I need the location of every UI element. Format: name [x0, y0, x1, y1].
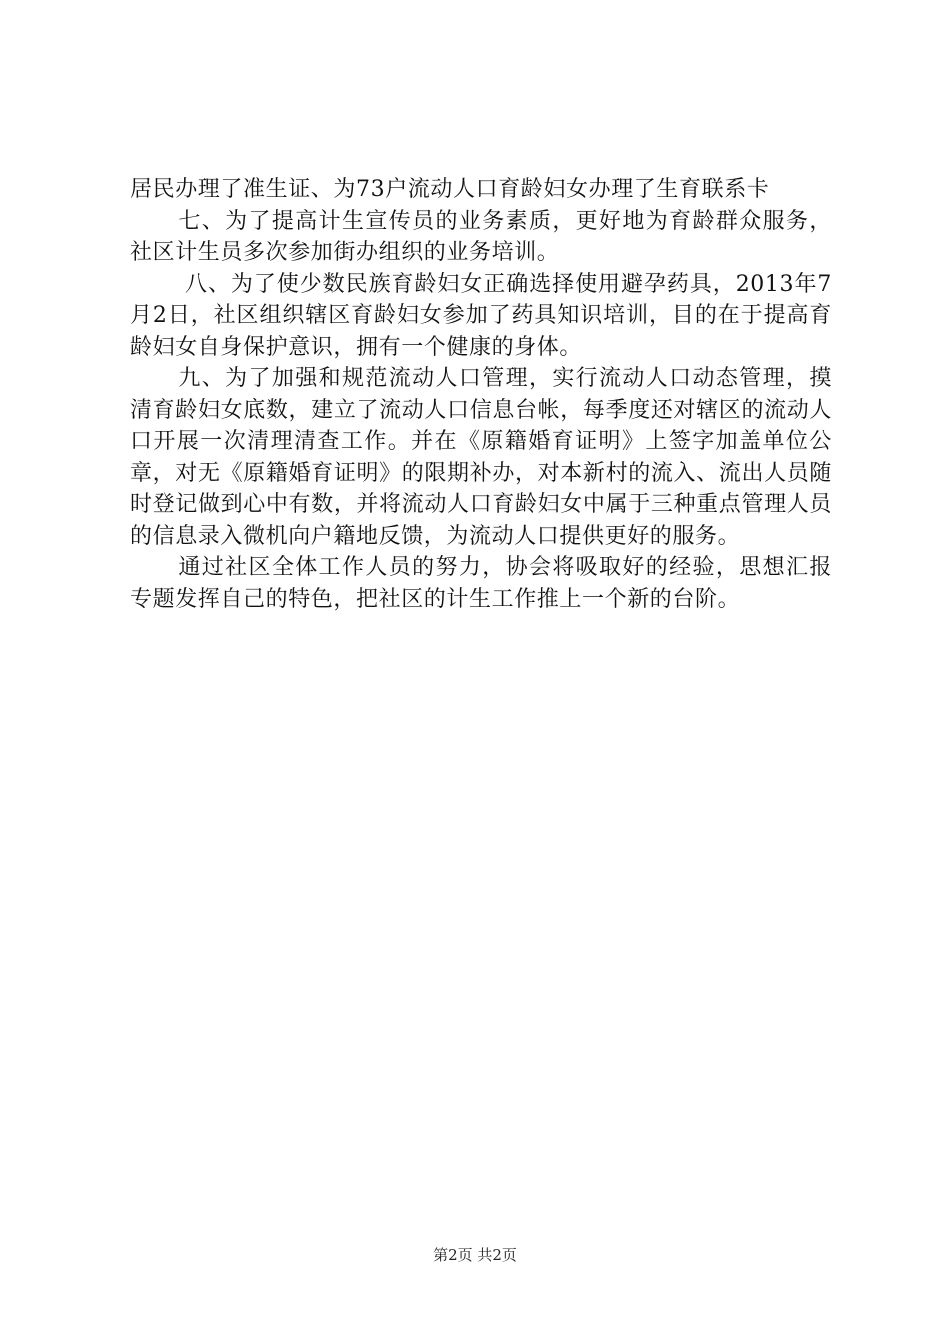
- paragraph-item-nine: 九、为了加强和规范流动人口管理，实行流动人口动态管理，摸清育龄妇女底数，建立了流动人口信息台帐，每季度还对辖区的流动人口开展一次清理清查工作。并在《原籍婚育证明》上签字加盖单位公章，对无《原籍婚育证明》的限期补办，对本新村的流入、流出人员随时登记做到心中有数，并将流动人口育龄妇女中属于三种重点管理人员的信息录入微机向户籍地反馈，为流动人口提供更好的服务。: [130, 366, 832, 549]
- paragraph-item-seven: 七、为了提高计生宣传员的业务素质，更好地为育龄群众服务，社区计生员多次参加街办组织的业务培训。: [130, 208, 832, 265]
- paragraph-continuation: 居民办理了准生证、为73户流动人口育龄妇女办理了生育联系卡: [130, 177, 770, 202]
- document-body: [130, 174, 832, 615]
- paragraph-item-eight: 八、为了使少数民族育龄妇女正确选择使用避孕药具，2013年7月2日，社区组织辖区育龄妇女参加了药具知识培训，目的在于提高育龄妇女自身保护意识，拥有一个健康的身体。: [130, 271, 832, 360]
- page-number-footer: 第2页 共2页: [433, 1246, 517, 1264]
- paragraph-conclusion: 通过社区全体工作人员的努力，协会将吸取好的经验，思想汇报专题发挥自己的特色，把社区的计生工作推上一个新的台阶。: [130, 555, 832, 612]
